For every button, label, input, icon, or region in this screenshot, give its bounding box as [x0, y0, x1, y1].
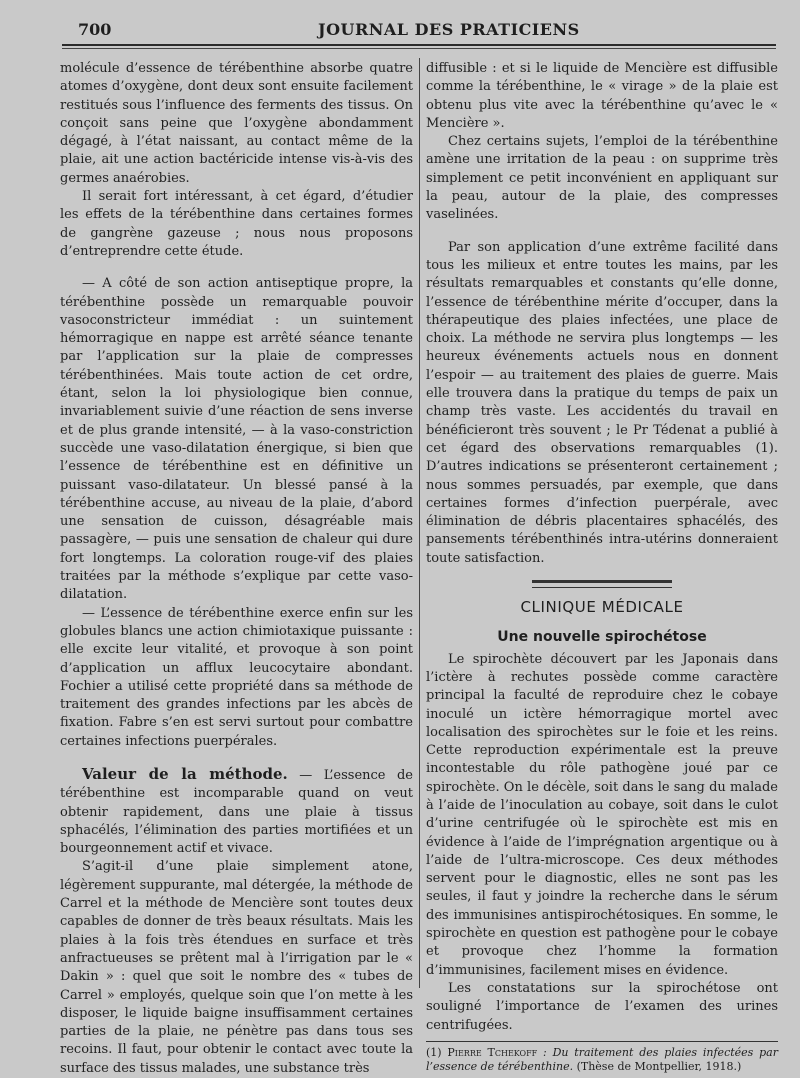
paragraph: Chez certains sujets, l’emploi de la térébenthine amène une irritation de la peau : on supprime très simplement ce petit inconvénient en appliquant sur la peau, autour de la plaie, des compresses vaselinées.	[426, 134, 778, 223]
right-column	[426, 60, 778, 1074]
paragraph: molécule d’essence de térébenthine absorbe quatre atomes d’oxygène, dont deux sont ensuite facilement restitués sous l’influence des ferments des tissus. On conçoit sans peine que l’oxygène abondamment dégagé, à l’état naissant, au contact même de la plaie, ait une action bactéricide intense vis-à-vis des germes anaérobies.	[60, 61, 413, 186]
footnote-author: (1) Pierre Tchekoff	[426, 1045, 538, 1059]
paragraph-valeur	[60, 765, 413, 858]
header-rule	[62, 44, 776, 46]
page-number: 700	[78, 20, 112, 39]
paragraph: Il serait fort intéressant, à cet égard, d’étudier les effets de la térébenthine dans certaines formes de gangrène gazeuse ; nous nous proposons d’entreprendre cette étude.	[60, 189, 413, 259]
paragraph: Les constatations sur la spirochétose ont souligné l’importance de l’examen des urines centrifugées.	[426, 980, 778, 1033]
paragraph: S’agit-il d’une plaie simplement atone, légèrement suppurante, mal détergée, la méthode de Carrel et la méthode de Mencière sont toutes deux capables de donner de très beaux résultats. Mais les plaies à la fois très étendues en surface et très anfractueuses se prêtent mal à l’irrigation par le « Dakin » : quel que soit le nombre des « tubes de Carrel » employés, quelque soin que l’on mette à les disposer, le liquide baigne insuffisamment certaines parties de la plaie, ne pénètre pas dans tous ses recoins. Il faut, pour obtenir le contact avec toute la surface des tissus malades, une substance très	[60, 859, 413, 1076]
section-rule	[532, 580, 672, 583]
paragraph: — A côté de son action antiseptique propre, la térébenthine possède un remarquable pouvoir vasoconstricteur immédiat : un suintement hémorragique en nappe est arrêté séance tenante par l’application sur la plaie de compresses térébenthinées. Mais toute action de cet ordre, étant, selon la loi physiologique bien connue, invariablement suivie d’une réaction de sens inverse et de plus grande intensité, — à la vaso-constriction succède une vaso-dilatation énergique, si bien que l’essence de térébenthine est en définitive un puissant vaso-dilatateur. Un blessé pansé à la térébenthine accuse, au niveau de la plaie, d’abord une sensation de cuisson, désagréable mais passagère, — puis une sensation de chaleur qui dure fort longtemps. La coloration rouge-vif des plaies traitées par la méthode s’explique par cette vaso-dilatation.	[60, 276, 413, 603]
subheading: Valeur de la méthode.	[82, 764, 288, 783]
footnote-source: (Thèse de Montpellier, 1918.)	[573, 1059, 742, 1073]
header-rule-thin	[62, 48, 776, 49]
column-divider	[419, 58, 420, 988]
paragraph-text: — L’essence de térébenthine est incomparable quand on veut obtenir rapidement, dans une plaie à tissus sphacélés, l’élimination des parties mortifiées et un bourgeonnement actif et vivace.	[60, 767, 414, 857]
footnote-title: : Du traitement des plaies infectées par l’essence de térébenthine.	[426, 1045, 778, 1073]
left-column	[60, 60, 413, 1078]
paragraph: Par son application d’une extrême facilité dans tous les milieux et entre toutes les mains, par les résultats remarquables et constants qu’elle donne, l’essence de térébenthine mérite d’occuper, dans la thérapeutique des plaies infectées, une place de choix. La méthode ne servira plus longtemps — les heureux événements actuels nous en donnent l’espoir — au traitement des plaies de guerre. Mais elle trouvera dans la pratique du temps de paix un champ très vaste. Les accidentés du travail en bénéficieront très souvent ; le Pr Tédenat a publié à cet égard des observations remarquables (1). D’autres indications se présenteront certainement ; nous sommes persuadés, par exemple, que dans certaines formes d’infection puerpérale, avec élimination de débris placentaires sphacélés, des pansements térébenthinés intra-utérins donneraient toute satisfaction.	[426, 239, 778, 566]
page-header	[0, 0, 800, 42]
paragraph: diffusible : et si le liquide de Mencière est diffusible comme la térébenthine, le « virage » de la plaie est obtenu plus vite avec la térébenthine qu’avec le « Mencière ».	[426, 61, 778, 131]
paragraph: Le spirochète découvert par les Japonais dans l’ictère à rechutes possède comme caractère principal la faculté de reproduire chez le cobaye inoculé un ictère hémorragique mortel avec localisation des spirochètes sur le foie et les reins. Cette reproduction expérimentale est la preuve incontestable du rôle pathogène joué par ce spirochète. On le décèle, soit dans le sang du malade à l’aide de l’inoculation au cobaye, soit dans le culot d’urine centrifugée où le spirochète est mis en évidence à l’aide de l’imprégnation argentique ou à l’aide de l’ultra-microscope. Ces deux méthodes servent pour le diagnostic, elles ne sont pas les seules, il faut y joindre la recherche dans le sérum des immunisines antispirochétosiques. En somme, le spirochète en question est pathogène pour le cobaye et provoque chez l’homme la formation d’immunisines, facilement mises en évidence.	[426, 651, 778, 978]
journal-title: JOURNAL DES PRATICIENS	[318, 20, 580, 39]
paragraph: — L’essence de térébenthine exerce enfin sur les globules blancs une action chimiotaxique puissante : elle excite leur vitalité, et provoque à son point d’application un afflux leucocytaire abondant. Fochier a utilisé cette propriété dans sa méthode de traitement des grandes infections par les abcès de fixation. Fabre s’en est servi surtout pour combattre certaines infections puerpérales.	[60, 605, 413, 749]
section-title: CLINIQUE MÉDICALE	[520, 598, 684, 617]
footnote	[426, 1046, 778, 1074]
article-title: Une nouvelle spirochétose	[497, 629, 707, 646]
section-rule-thin	[532, 587, 672, 588]
footnote-rule	[426, 1041, 778, 1042]
